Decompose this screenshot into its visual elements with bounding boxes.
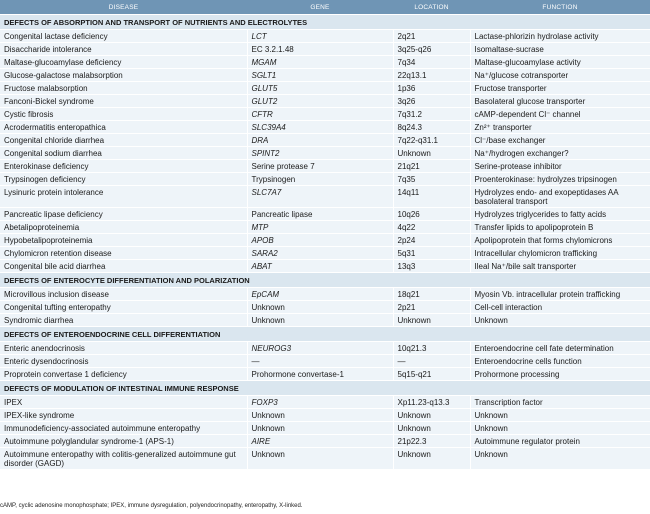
function-cell: Transfer lipids to apolipoprotein B [470, 221, 650, 234]
function-cell: Hydrolyzes endo- and exopeptidases AA basolateral transport [470, 186, 650, 208]
table-row [0, 288, 650, 301]
location-cell: — [393, 355, 470, 368]
function-cell: Fructose transporter [470, 82, 650, 95]
table-row [0, 342, 650, 355]
function-cell: Na⁺/glucose cotransporter [470, 69, 650, 82]
disease-cell: Congenital tufting enteropathy [0, 301, 247, 314]
table-row [0, 260, 650, 273]
gene-cell: Unknown [247, 448, 393, 470]
location-cell: Xp11.23-q13.3 [393, 396, 470, 409]
table-row [0, 208, 650, 221]
section-title: DEFECTS OF MODULATION OF INTESTINAL IMMUNE RESPONSE [0, 381, 650, 396]
function-cell: Basolateral glucose transporter [470, 95, 650, 108]
function-cell: Apolipoprotein that forms chylomicrons [470, 234, 650, 247]
location-cell: 13q3 [393, 260, 470, 273]
table-row [0, 355, 650, 368]
function-cell: Cell-cell interaction [470, 301, 650, 314]
location-cell: 1p36 [393, 82, 470, 95]
gene-cell: AIRE [247, 435, 393, 448]
table-row [0, 147, 650, 160]
disease-cell: IPEX-like syndrome [0, 409, 247, 422]
disease-cell: Immunodeficiency-associated autoimmune enteropathy [0, 422, 247, 435]
gene-cell: Pancreatic lipase [247, 208, 393, 221]
gene-cell: Unknown [247, 409, 393, 422]
table-row [0, 409, 650, 422]
function-cell: Intracellular chylomicron trafficking [470, 247, 650, 260]
gene-cell: SARA2 [247, 247, 393, 260]
header-function: FUNCTION [470, 0, 650, 15]
gene-cell: CFTR [247, 108, 393, 121]
location-cell: Unknown [393, 314, 470, 327]
location-cell: 7q34 [393, 56, 470, 69]
function-cell: Unknown [470, 422, 650, 435]
table-row [0, 56, 650, 69]
disease-cell: Autoimmune enteropathy with colitis-generalized autoimmune gut disorder (GAGD) [0, 448, 247, 470]
table-row [0, 301, 650, 314]
gene-cell: Unknown [247, 301, 393, 314]
gene-cell: — [247, 355, 393, 368]
disease-cell: Glucose-galactose malabsorption [0, 69, 247, 82]
function-cell: Proenterokinase: hydrolyzes tripsinogen [470, 173, 650, 186]
section-header-row [0, 327, 650, 342]
table-row [0, 30, 650, 43]
disease-cell: Congenital sodium diarrhea [0, 147, 247, 160]
header-location: LOCATION [393, 0, 470, 15]
location-cell: Unknown [393, 409, 470, 422]
section-title: DEFECTS OF ENTEROENDOCRINE CELL DIFFERENTIATION [0, 327, 650, 342]
function-cell: Enteroendocrine cell fate determination [470, 342, 650, 355]
disease-cell: Chylomicron retention disease [0, 247, 247, 260]
section-header-row [0, 381, 650, 396]
location-cell: 21p22.3 [393, 435, 470, 448]
location-cell: 10q21.3 [393, 342, 470, 355]
table-row [0, 173, 650, 186]
disease-cell: Disaccharide intolerance [0, 43, 247, 56]
gene-cell: LCT [247, 30, 393, 43]
disease-cell: Trypsinogen deficiency [0, 173, 247, 186]
function-cell: Lactase-phlorizin hydrolase activity [470, 30, 650, 43]
gene-cell: Unknown [247, 314, 393, 327]
disease-cell: Congenital chloride diarrhea [0, 134, 247, 147]
function-cell: Prohormone processing [470, 368, 650, 381]
gene-cell: FOXP3 [247, 396, 393, 409]
location-cell: 7q31.2 [393, 108, 470, 121]
disease-cell: Enteric dysendocrinosis [0, 355, 247, 368]
table-row [0, 108, 650, 121]
gene-cell: APOB [247, 234, 393, 247]
location-cell: 7q35 [393, 173, 470, 186]
function-cell: Zn²⁺ transporter [470, 121, 650, 134]
location-cell: 8q24.3 [393, 121, 470, 134]
gene-cell: Unknown [247, 422, 393, 435]
function-cell: Enteroendocrine cells function [470, 355, 650, 368]
header-row [0, 0, 650, 15]
table-row [0, 82, 650, 95]
gene-cell: Prohormone convertase-1 [247, 368, 393, 381]
section-title: DEFECTS OF ENTEROCYTE DIFFERENTIATION AND POLARIZATION [0, 273, 650, 288]
disease-cell: Autoimmune polyglandular syndrome-1 (APS-1) [0, 435, 247, 448]
section-header-row [0, 273, 650, 288]
gene-cell: Trypsinogen [247, 173, 393, 186]
disease-cell: IPEX [0, 396, 247, 409]
table-row [0, 314, 650, 327]
function-cell: Autoimmune regulator protein [470, 435, 650, 448]
disease-cell: Fanconi-Bickel syndrome [0, 95, 247, 108]
function-cell: Isomaltase-sucrase [470, 43, 650, 56]
function-cell: Maltase-glucoamylase activity [470, 56, 650, 69]
disease-cell: Microvillous inclusion disease [0, 288, 247, 301]
disease-cell: Fructose malabsorption [0, 82, 247, 95]
table-row [0, 221, 650, 234]
function-cell: Unknown [470, 314, 650, 327]
disease-cell: Cystic fibrosis [0, 108, 247, 121]
function-cell: Na⁺/hydrogen exchanger? [470, 147, 650, 160]
section-header-row [0, 15, 650, 30]
location-cell: 4q22 [393, 221, 470, 234]
function-cell: Hydrolyzes triglycerides to fatty acids [470, 208, 650, 221]
location-cell: Unknown [393, 422, 470, 435]
function-cell: Cl⁻/base exchanger [470, 134, 650, 147]
location-cell: 2q21 [393, 30, 470, 43]
table-row [0, 368, 650, 381]
gene-cell: SLC7A7 [247, 186, 393, 208]
location-cell: 14q11 [393, 186, 470, 208]
table-row [0, 95, 650, 108]
function-cell: Myosin Vb. intracellular protein trafficking [470, 288, 650, 301]
function-cell: Unknown [470, 409, 650, 422]
table-row [0, 69, 650, 82]
gene-cell: NEUROG3 [247, 342, 393, 355]
section-title: DEFECTS OF ABSORPTION AND TRANSPORT OF NUTRIENTS AND ELECTROLYTES [0, 15, 650, 30]
location-cell: 3q26 [393, 95, 470, 108]
disease-cell: Enteric anendocrinosis [0, 342, 247, 355]
function-cell: cAMP-dependent Cl⁻ channel [470, 108, 650, 121]
gene-cell: MTP [247, 221, 393, 234]
footnote: cAMP, cyclic adenosine monophosphate; IPEX, immune dysregulation, polyendocrinopathy, enteropathy, X-linked. [0, 503, 303, 509]
function-cell: Transcription factor [470, 396, 650, 409]
location-cell: 3q25-q26 [393, 43, 470, 56]
gene-cell: SLC39A4 [247, 121, 393, 134]
location-cell: 7q22-q31.1 [393, 134, 470, 147]
table-row [0, 422, 650, 435]
table-row [0, 134, 650, 147]
function-cell: Unknown [470, 448, 650, 470]
table-row [0, 396, 650, 409]
function-cell: Ileal Na⁺/bile salt transporter [470, 260, 650, 273]
header-disease: DISEASE [0, 0, 247, 15]
gene-cell: Serine protease 7 [247, 160, 393, 173]
disease-cell: Abetalipoproteinemia [0, 221, 247, 234]
header-gene: GENE [247, 0, 393, 15]
location-cell: 5q15-q21 [393, 368, 470, 381]
gene-cell: EpCAM [247, 288, 393, 301]
disease-cell: Congenital lactase deficiency [0, 30, 247, 43]
location-cell: 2p21 [393, 301, 470, 314]
gene-cell: SPINT2 [247, 147, 393, 160]
disease-cell: Syndromic diarrhea [0, 314, 247, 327]
disease-cell: Pancreatic lipase deficiency [0, 208, 247, 221]
location-cell: 5q31 [393, 247, 470, 260]
table-row [0, 448, 650, 470]
gene-cell: GLUT5 [247, 82, 393, 95]
gene-cell: MGAM [247, 56, 393, 69]
table-row [0, 234, 650, 247]
location-cell: Unknown [393, 147, 470, 160]
location-cell: 22q13.1 [393, 69, 470, 82]
table-row [0, 160, 650, 173]
table-row [0, 121, 650, 134]
table-row [0, 435, 650, 448]
gene-cell: SGLT1 [247, 69, 393, 82]
table-row [0, 247, 650, 260]
disease-cell: Maltase-glucoamylase deficiency [0, 56, 247, 69]
function-cell: Serine-protease inhibitor [470, 160, 650, 173]
location-cell: 2p24 [393, 234, 470, 247]
disease-cell: Lysinuric protein intolerance [0, 186, 247, 208]
disease-cell: Proprotein convertase 1 deficiency [0, 368, 247, 381]
gene-cell: EC 3.2.1.48 [247, 43, 393, 56]
table-body [0, 15, 650, 470]
disease-cell: Enterokinase deficiency [0, 160, 247, 173]
location-cell: 21q21 [393, 160, 470, 173]
location-cell: Unknown [393, 448, 470, 470]
location-cell: 18q21 [393, 288, 470, 301]
location-cell: 10q26 [393, 208, 470, 221]
disease-cell: Hypobetalipoproteinemia [0, 234, 247, 247]
gene-cell: DRA [247, 134, 393, 147]
table-row [0, 43, 650, 56]
gene-cell: ABAT [247, 260, 393, 273]
table-row [0, 186, 650, 208]
gene-cell: GLUT2 [247, 95, 393, 108]
disease-cell: Acrodermatitis enteropathica [0, 121, 247, 134]
disease-cell: Congenital bile acid diarrhea [0, 260, 247, 273]
